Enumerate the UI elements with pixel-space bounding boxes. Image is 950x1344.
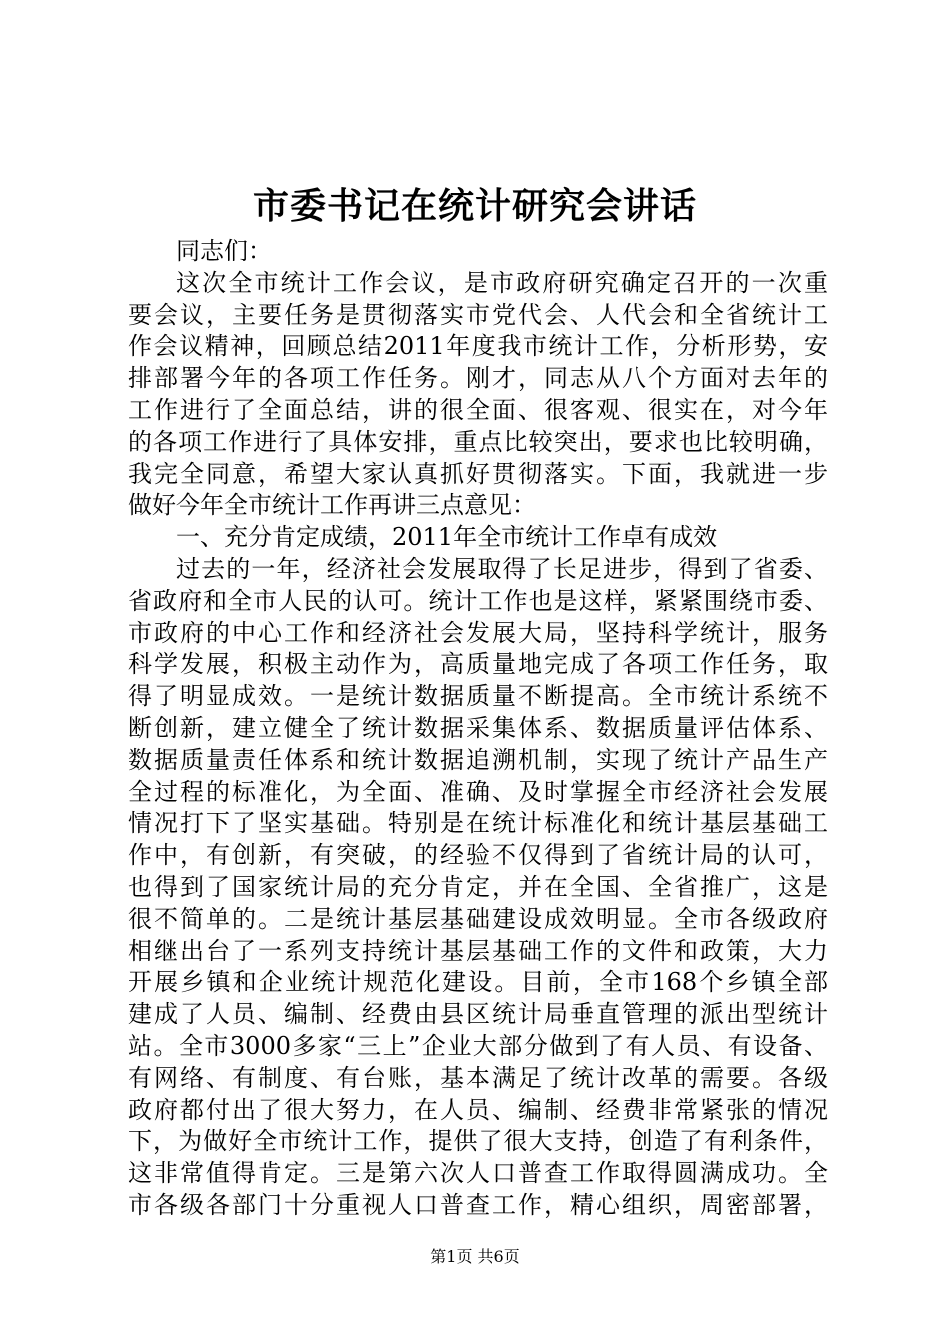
body-line: 做好今年全市统计工作再讲三点意见： — [128, 491, 536, 520]
body-line: 开展乡镇和企业统计规范化建设。目前，全市168个乡镇全部 — [128, 968, 828, 997]
body-line: 政府都付出了很大努力，在人员、编制、经费非常紧张的情况 — [128, 1095, 828, 1124]
body-line: 我完全同意，希望大家认真抓好贯彻落实。下面，我就进一步 — [128, 459, 828, 488]
body-line: 同志们： — [176, 237, 272, 265]
body-line: 科学发展，积极主动作为，高质量地完成了各项工作任务，取 — [128, 650, 828, 679]
body-line: 数据质量责任体系和统计数据追溯机制，实现了统计产品生产 — [128, 745, 828, 774]
section-heading: 一、充分肯定成绩，2011年全市统计工作卓有成效 — [176, 523, 718, 552]
body-line: 市政府的中心工作和经济社会发展大局，坚持科学统计，服务 — [128, 618, 828, 647]
body-line: 建成了人员、编制、经费由县区统计局垂直管理的派出型统计 — [128, 1000, 828, 1029]
body-line: 市各级各部门十分重视人口普查工作，精心组织，周密部署， — [128, 1190, 828, 1219]
page-number: 第1页 共6页 — [430, 1247, 520, 1266]
body-line: 相继出台了一系列支持统计基层基础工作的文件和政策，大力 — [128, 936, 828, 965]
body-line: 很不简单的。二是统计基层基础建设成效明显。全市各级政府 — [128, 904, 828, 933]
body-line: 的各项工作进行了具体安排，重点比较突出，要求也比较明确， — [128, 427, 828, 456]
body-line: 省政府和全市人民的认可。统计工作也是这样，紧紧围绕市委、 — [128, 586, 828, 615]
body-line: 要会议，主要任务是贯彻落实市党代会、人代会和全省统计工 — [128, 300, 828, 329]
document-title: 市委书记在统计研究会讲话 — [252, 185, 697, 227]
body-line: 得了明显成效。一是统计数据质量不断提高。全市统计系统不 — [128, 682, 828, 711]
body-line: 全过程的标准化，为全面、准确、及时掌握全市经济社会发展 — [128, 777, 828, 806]
body-line: 这次全市统计工作会议，是市政府研究确定召开的一次重 — [176, 268, 828, 297]
body-line: 排部署今年的各项工作任务。刚才，同志从八个方面对去年的 — [128, 364, 828, 393]
body-line: 断创新，建立健全了统计数据采集体系、数据质量评估体系、 — [128, 713, 828, 742]
body-line: 工作进行了全面总结，讲的很全面、很客观、很实在，对今年 — [128, 395, 828, 424]
body-line: 这非常值得肯定。三是第六次人口普查工作取得圆满成功。全 — [128, 1159, 828, 1188]
body-line: 也得到了国家统计局的充分肯定，并在全国、全省推广，这是 — [128, 872, 828, 901]
body-line: 有网络、有制度、有台账，基本满足了统计改革的需要。各级 — [128, 1063, 828, 1092]
document-body — [128, 236, 828, 1222]
body-line: 作中，有创新，有突破，的经验不仅得到了省统计局的认可， — [128, 841, 828, 870]
body-line: 下，为做好全市统计工作，提供了很大支持，创造了有利条件， — [128, 1127, 828, 1156]
body-line: 情况打下了坚实基础。特别是在统计标准化和统计基层基础工 — [128, 809, 828, 838]
body-line: 过去的一年，经济社会发展取得了长足进步，得到了省委、 — [176, 554, 828, 583]
body-line: 站。全市3000多家“三上”企业大部分做到了有人员、有设备、 — [128, 1031, 828, 1060]
body-line: 作会议精神，回顾总结2011年度我市统计工作，分析形势，安 — [128, 332, 828, 361]
